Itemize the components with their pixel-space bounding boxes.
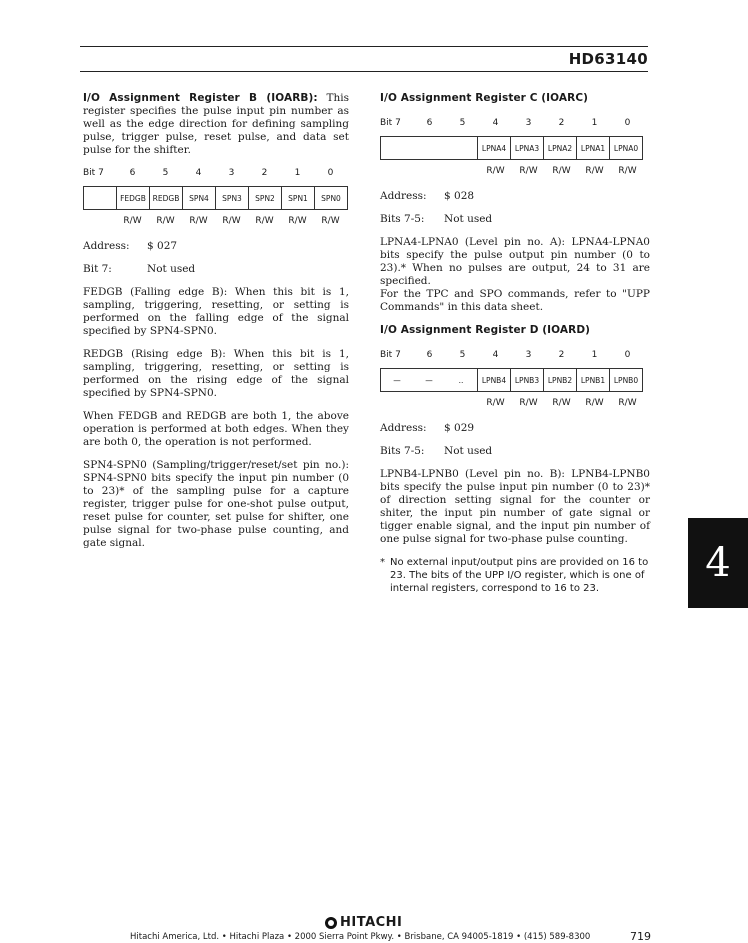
- register-cell: [445, 137, 478, 160]
- rw-label: R/W: [189, 216, 208, 226]
- ioarb-bit7: [83, 263, 349, 276]
- bit-number: Bit 7: [380, 350, 401, 360]
- ioarb-address: [83, 240, 349, 253]
- address-label: Address:: [83, 240, 130, 252]
- bit-number: 1: [294, 168, 301, 178]
- ioarc-address: [380, 190, 650, 203]
- page-number: 719: [630, 930, 651, 943]
- header-rule: [80, 71, 648, 72]
- address-value: $ 028: [444, 190, 475, 202]
- bit-number: 4: [492, 350, 499, 360]
- address-value: $ 029: [444, 422, 475, 434]
- right-column: [380, 92, 650, 595]
- ioarb-rw-row: [83, 215, 349, 228]
- lpna-paragraph: LPNA4-LPNA0 (Level pin no. A): LPNA4-LPNA0 bits specify the pulse output pin number (0 to 23).* When no pulses are output, 24 to 31 are specified.: [380, 236, 650, 287]
- rw-label: R/W: [288, 216, 307, 226]
- bit-number: 2: [261, 168, 268, 178]
- register-cell: LPNA0: [610, 137, 643, 160]
- rw-label: R/W: [585, 398, 604, 408]
- register-cell: LPNB3: [511, 369, 544, 392]
- register-cell: [381, 137, 414, 160]
- register-cell: REDGB: [150, 187, 183, 210]
- rw-label: R/W: [321, 216, 340, 226]
- bit-number: 0: [624, 118, 631, 128]
- section-tab: 4: [688, 518, 748, 608]
- ioarc-bit-numbers: [380, 117, 650, 130]
- logo-text: HITACHI: [340, 915, 403, 930]
- bit-number: 1: [591, 350, 598, 360]
- bits75-value: Not used: [444, 213, 493, 225]
- bit-number: 5: [459, 118, 466, 128]
- rw-label: R/W: [618, 398, 637, 408]
- bits75-label: Bits 7-5:: [380, 213, 425, 225]
- ioard-register-table: [380, 368, 643, 392]
- register-cell: LPNB1: [577, 369, 610, 392]
- bit-number: 5: [459, 350, 466, 360]
- register-cell: [84, 187, 117, 210]
- register-cell: LPNB2: [544, 369, 577, 392]
- address-label: Address:: [380, 190, 427, 202]
- register-cell: SPN3: [216, 187, 249, 210]
- footer-address: Hitachi America, Ltd. • Hitachi Plaza • 2000 Sierra Point Pkwy. • Brisbane, CA 94005-1819 • (415) 589-8300: [130, 932, 591, 942]
- address-label: Address:: [380, 422, 427, 434]
- ioarb-intro-text: This register specifies the pulse input pin number as well as the edge direction for defining sampling pulse, trigger pulse, reset pulse, and data set pulse for the shifter.: [83, 92, 350, 156]
- bits75-value: Not used: [444, 445, 493, 457]
- register-cell: SPN1: [282, 187, 315, 210]
- hitachi-logo-icon: [325, 917, 337, 929]
- address-value: $ 027: [147, 240, 178, 252]
- bit-number: 4: [195, 168, 202, 178]
- rw-label: R/W: [222, 216, 241, 226]
- ioarc-register-table: [380, 136, 643, 160]
- register-row: [381, 369, 643, 392]
- rw-label: R/W: [519, 398, 538, 408]
- fedgb-paragraph: FEDGB (Falling edge B): When this bit is 1, sampling, triggering, resetting, or setting is performed on the falling edge of the signal specified by SPN4-SPN0.: [83, 286, 349, 337]
- ioard-heading: I/O Assignment Register D (IOARD): [380, 324, 591, 336]
- rw-label: R/W: [585, 166, 604, 176]
- ioarb-bit-numbers: [83, 167, 349, 180]
- bit-number: Bit 7: [83, 168, 104, 178]
- bit-number: 6: [426, 118, 433, 128]
- register-cell: LPNA2: [544, 137, 577, 160]
- register-cell: SPN0: [315, 187, 348, 210]
- rw-label: R/W: [519, 166, 538, 176]
- ioard-bit-numbers: [380, 349, 650, 362]
- bit-number: 0: [327, 168, 334, 178]
- lpnb-paragraph: LPNB4-LPNB0 (Level pin no. B): LPNB4-LPNB0 bits specify the pulse input pin number (0 to 23)* of direction setting signal for the counter or shiter, the input pin number of gate signal or tigger enable signal, and the input pin number of one pulse signal for two-phase pulse counting.: [380, 468, 650, 545]
- register-row: [84, 187, 348, 210]
- ioard-bits75: [380, 445, 650, 458]
- bits75-label: Bits 7-5:: [380, 445, 425, 457]
- bit-number: 4: [492, 118, 499, 128]
- bit7-value: Not used: [147, 263, 196, 275]
- rw-label: R/W: [486, 398, 505, 408]
- bit-number: 3: [228, 168, 235, 178]
- ioarc-rw-row: [380, 165, 650, 178]
- ioarc-bits75: [380, 213, 650, 226]
- rw-label: R/W: [486, 166, 505, 176]
- register-row: [381, 137, 643, 160]
- footnote: [380, 556, 650, 595]
- bit-number: 2: [558, 118, 565, 128]
- ioard-rw-row: [380, 397, 650, 410]
- register-cell: [413, 137, 445, 160]
- register-cell: LPNB4: [478, 369, 511, 392]
- rw-label: R/W: [255, 216, 274, 226]
- bit-number: Bit 7: [380, 118, 401, 128]
- rw-label: R/W: [552, 398, 571, 408]
- bit-number: 1: [591, 118, 598, 128]
- register-cell: LPNA1: [577, 137, 610, 160]
- bit-number: 6: [426, 350, 433, 360]
- top-rule: [80, 46, 648, 47]
- ioarc-heading: I/O Assignment Register C (IOARC): [380, 92, 589, 104]
- bit-number: 3: [525, 118, 532, 128]
- spn-paragraph: SPN4-SPN0 (Sampling/trigger/reset/set pin no.): SPN4-SPN0 bits specify the input pin number (0 to 23)* of the sampling pulse for a capture register, trigger pulse for one-shot pulse output, reset pulse for counter, set pulse for shifter, one pulse signal for two-phase pulse counting, and gate signal.: [83, 459, 349, 549]
- bit-number: 6: [129, 168, 136, 178]
- register-cell: —: [381, 369, 414, 392]
- rw-label: R/W: [156, 216, 175, 226]
- hitachi-logo: [325, 915, 402, 930]
- rw-label: R/W: [123, 216, 142, 226]
- register-cell: SPN2: [249, 187, 282, 210]
- bit-number: 0: [624, 350, 631, 360]
- ioarb-register-table: [83, 186, 348, 210]
- register-cell: LPNB0: [610, 369, 643, 392]
- bit7-label: Bit 7:: [83, 263, 112, 275]
- footnote-marker: *: [380, 557, 385, 568]
- register-cell: LPNA4: [478, 137, 511, 160]
- ioarb-intro-paragraph: [83, 92, 349, 157]
- rw-label: R/W: [552, 166, 571, 176]
- register-cell: ..: [445, 369, 478, 392]
- footnote-text: No external input/output pins are provided on 16 to 23. The bits of the UPP I/O register, which is one of internal registers, correspond to 16 to 23.: [390, 557, 649, 594]
- ioarb-heading: I/O Assignment Register B (IOARB):: [83, 92, 318, 104]
- ioard-address: [380, 422, 650, 435]
- rw-label: R/W: [618, 166, 637, 176]
- redgb-paragraph: REDGB (Rising edge B): When this bit is 1, sampling, triggering, resetting, or setting is performed on the rising edge of the signal specified by SPN4-SPN0.: [83, 348, 349, 399]
- part-number: HD63140: [568, 50, 648, 68]
- register-cell: SPN4: [183, 187, 216, 210]
- register-cell: LPNA3: [511, 137, 544, 160]
- bit-number: 5: [162, 168, 169, 178]
- register-cell: FEDGB: [117, 187, 150, 210]
- bit-number: 2: [558, 350, 565, 360]
- tpc-paragraph: For the TPC and SPO commands, refer to "UPP Commands" in this data sheet.: [380, 288, 650, 313]
- both-edges-paragraph: When FEDGB and REDGB are both 1, the above operation is performed at both edges. When they are both 0, the operation is not performed.: [83, 410, 349, 448]
- bit-number: 3: [525, 350, 532, 360]
- left-column: [83, 92, 349, 560]
- register-cell: —: [413, 369, 445, 392]
